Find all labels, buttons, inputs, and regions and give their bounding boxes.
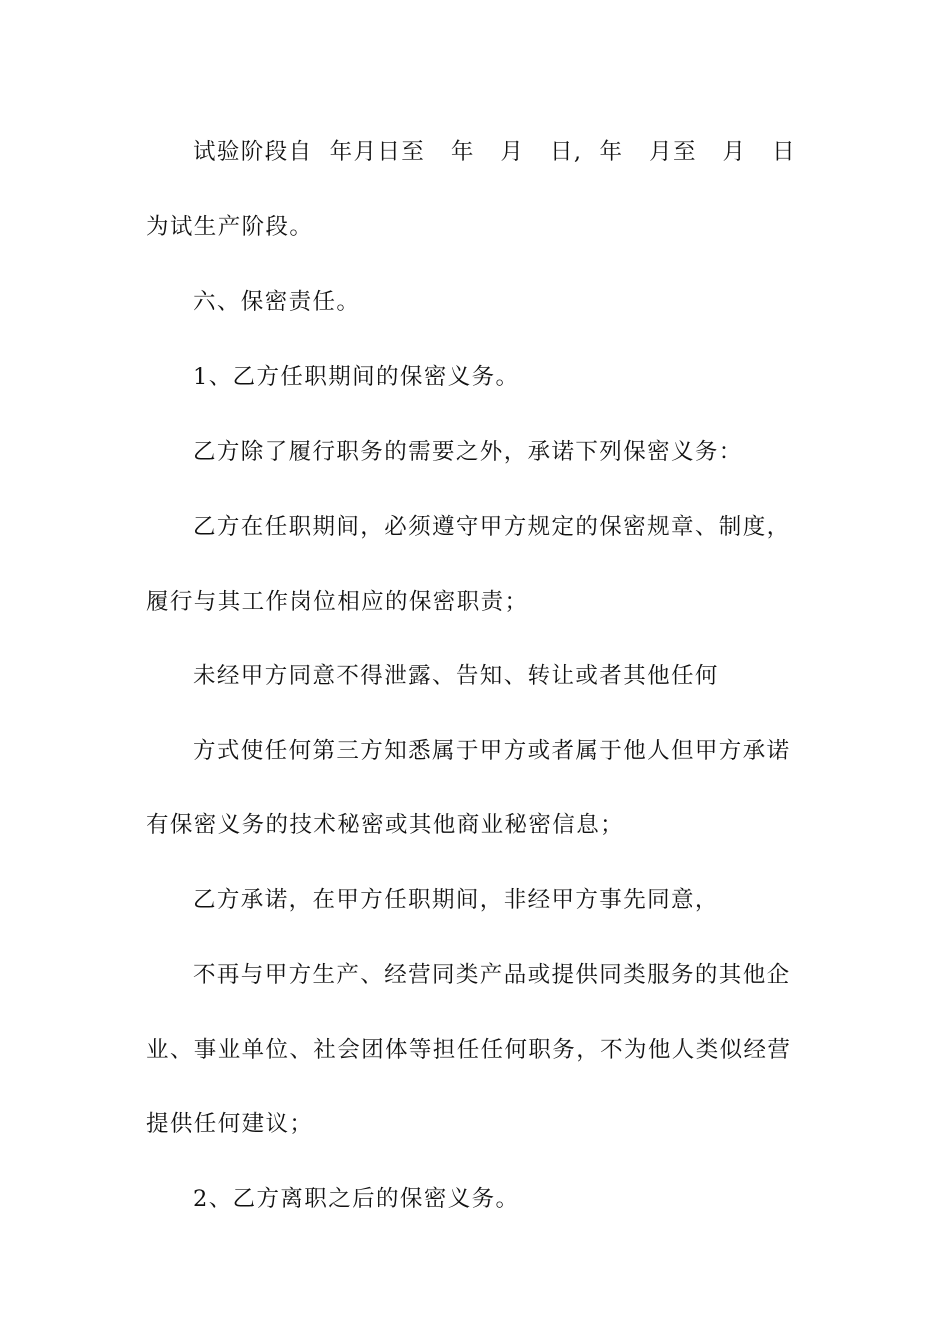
text-line-comply-rules: 乙方在任职期间，必须遵守甲方规定的保密规章、制度， xyxy=(193,514,791,540)
item-heading-after-employment: 2、乙方离职之后的保密义务。 xyxy=(193,1186,520,1212)
text-line-no-competition: 不再与甲方生产、经营同类产品或提供同类服务的其他企 xyxy=(193,962,791,988)
text-line-secrets: 有保密义务的技术秘密或其他商业秘密信息； xyxy=(146,812,625,838)
text-line-commitment: 乙方除了履行职务的需要之外，承诺下列保密义务： xyxy=(193,439,743,465)
item-heading-during-employment: 1、乙方任职期间的保密义务。 xyxy=(193,364,520,390)
text-line-no-positions: 业、事业单位、社会团体等担任任何职务，不为他人类似经营 xyxy=(146,1037,792,1063)
text-line-duties: 履行与其工作岗位相应的保密职责； xyxy=(146,589,529,615)
section-heading-confidentiality: 六、保密责任。 xyxy=(193,289,361,315)
text-line-no-disclosure: 未经甲方同意不得泄露、告知、转让或者其他任何 xyxy=(193,663,719,689)
text-line-promise: 乙方承诺，在甲方任职期间，非经甲方事先同意， xyxy=(193,887,719,913)
text-line-trial-period: 试验阶段自 年月日至 年 月 日, 年 月至 月 日 xyxy=(193,139,796,165)
text-line-trial-production: 为试生产阶段。 xyxy=(146,214,314,240)
text-line-third-party: 方式使任何第三方知悉属于甲方或者属于他人但甲方承诺 xyxy=(193,738,791,764)
text-line-no-advice: 提供任何建议； xyxy=(146,1111,314,1137)
